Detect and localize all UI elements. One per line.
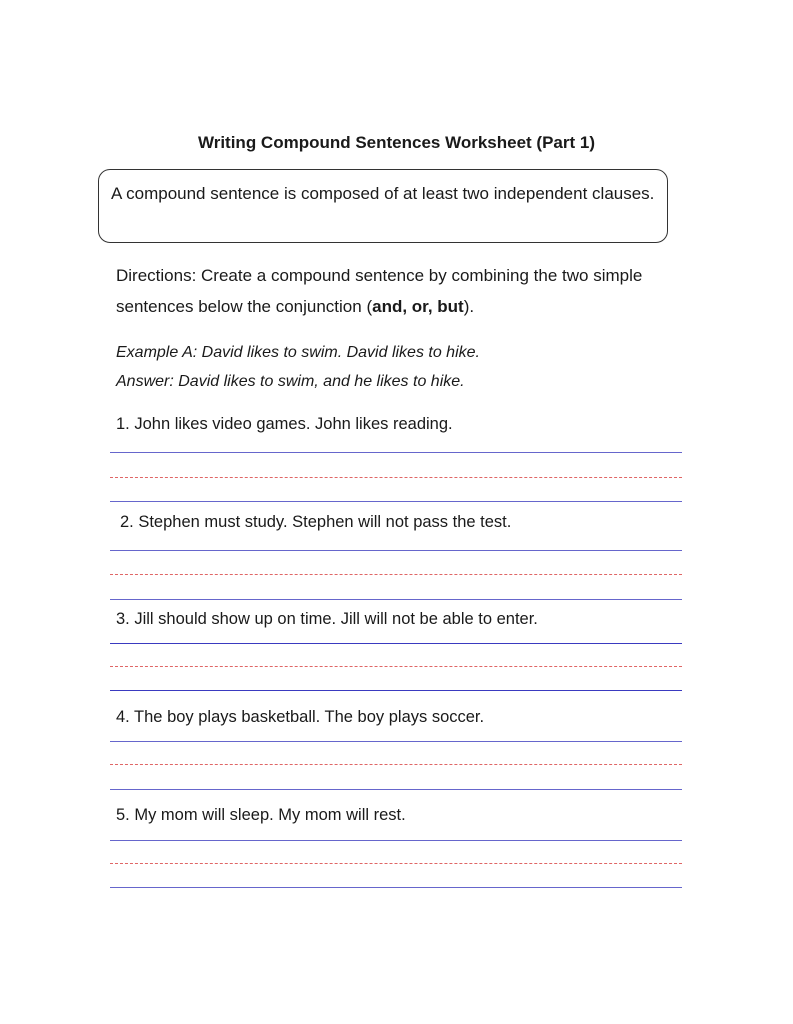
answer-line-2-bottom <box>110 599 682 600</box>
answer-line-3-bottom <box>110 690 682 691</box>
answer-line-4-mid <box>110 764 682 765</box>
question-4: 4. The boy plays basketball. The boy plays soccer. <box>116 708 485 726</box>
question-3: 3. Jill should show up on time. Jill will not be able to enter. <box>116 610 538 628</box>
directions-text-before: Directions: Create a compound sentence by combining the two simple sentences below the conjunction ( <box>116 266 643 316</box>
example <box>116 338 696 396</box>
answer-line-2-top[interactable] <box>110 550 682 551</box>
answer-line-1-top[interactable] <box>110 452 682 453</box>
example-answer: Answer: David likes to swim, and he likes to hike. <box>116 373 465 390</box>
question-5: 5. My mom will sleep. My mom will rest. <box>116 806 406 824</box>
answer-line-4-top[interactable] <box>110 741 682 742</box>
definition-box <box>98 169 668 243</box>
example-prompt: Example A: David likes to swim. David likes to hike. <box>116 344 480 361</box>
worksheet-title: Writing Compound Sentences Worksheet (Part 1) <box>197 133 596 152</box>
directions <box>116 260 696 322</box>
directions-conjunctions: and, or, but <box>372 297 464 316</box>
answer-line-1-bottom <box>110 501 682 502</box>
directions-text-after: ). <box>463 297 475 316</box>
definition-text: A compound sentence is composed of at least two independent clauses. <box>111 184 655 203</box>
question-2: 2. Stephen must study. Stephen will not pass the test. <box>120 513 512 531</box>
answer-line-4-bottom <box>110 789 682 790</box>
answer-line-3-top[interactable] <box>110 643 682 644</box>
question-1: 1. John likes video games. John likes reading. <box>116 415 453 433</box>
answer-line-5-top[interactable] <box>110 840 682 841</box>
answer-line-5-mid <box>110 863 682 864</box>
answer-line-2-mid <box>110 574 682 575</box>
answer-line-1-mid <box>110 477 682 478</box>
answer-line-5-bottom <box>110 887 682 888</box>
answer-line-3-mid <box>110 666 682 667</box>
